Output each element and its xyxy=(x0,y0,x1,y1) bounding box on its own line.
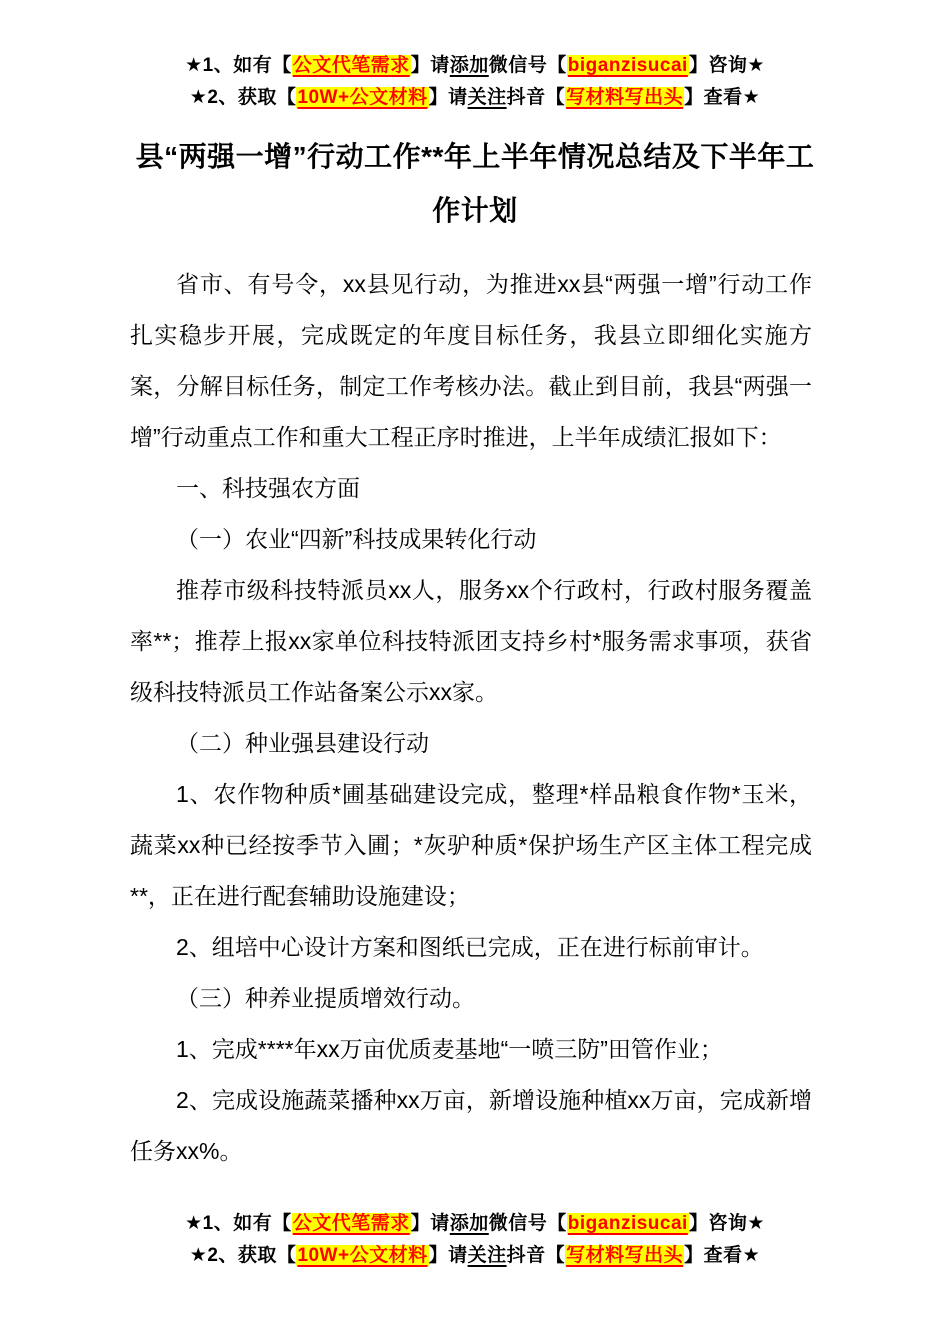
heading-subsection-1-3: （三）种养业提质增效行动。 xyxy=(176,985,475,1011)
promo-highlight-term: 10W+公文材料 xyxy=(297,1245,428,1266)
promo-text: 】请 xyxy=(428,1245,468,1266)
promo-text: 微信号【 xyxy=(488,55,567,76)
promo-underlined-action: 添加 xyxy=(449,1213,489,1234)
heading-subsection-1-2: （二）种业强县建设行动 xyxy=(176,730,429,756)
promo-douyin-id: 写材料写出头 xyxy=(566,87,684,108)
promo-highlight-term: 公文代笔需求 xyxy=(292,1213,410,1234)
promo-text: ★2、获取【 xyxy=(189,87,297,108)
promo-underlined-action: 关注 xyxy=(467,87,507,108)
document-title: 县“两强一增”行动工作**年上半年情况总结及下半年工作计划 xyxy=(135,141,815,226)
promo-text: 微信号【 xyxy=(488,1213,567,1234)
paragraph-quality-item-1: 1、完成****年xx万亩优质麦基地“一喷三防”田管作业； xyxy=(176,1036,723,1062)
heading-subsection-1-1: （一）农业“四新”科技成果转化行动 xyxy=(176,526,537,552)
paragraph-tech-commissioners: 推荐市级科技特派员xx人，服务xx个行政村，行政村服务覆盖率**；推荐上报xx家单位科技特派团支持乡村*服务需求事项，获省级科技特派员工作站备案公示xx家。 xyxy=(130,577,812,705)
promo-footer-line-2 xyxy=(0,1240,950,1272)
promo-header-line-1 xyxy=(0,50,950,82)
promo-underlined-action: 关注 xyxy=(467,1245,507,1266)
promo-header xyxy=(0,0,950,114)
promo-highlight-term: 10W+公文材料 xyxy=(297,87,428,108)
document-body xyxy=(0,259,950,1177)
promo-text: 抖音【 xyxy=(506,87,566,108)
heading-section-1: 一、科技强农方面 xyxy=(176,475,360,501)
promo-wechat-id: biganzisucai xyxy=(567,55,688,76)
promo-underlined-action: 添加 xyxy=(449,55,489,76)
promo-text: 】请 xyxy=(428,87,468,108)
promo-text: ★1、如有【 xyxy=(185,55,292,76)
promo-text: 】请 xyxy=(410,1213,450,1234)
paragraph-intro: 省市、有号令，xx县见行动，为推进xx县“两强一增”行动工作扎实稳步开展，完成既定的年度目标任务，我县立即细化实施方案，分解目标任务，制定工作考核办法。截止到目前，我县“两强一增”行动重点工作和重大工程正序时推进，上半年成绩汇报如下： xyxy=(130,271,812,450)
promo-text: ★2、获取【 xyxy=(189,1245,297,1266)
promo-text: 】请 xyxy=(410,55,450,76)
paragraph-quality-item-2: 2、完成设施蔬菜播种xx万亩，新增设施种植xx万亩，完成新增任务xx%。 xyxy=(130,1087,812,1164)
promo-text: 】咨询★ xyxy=(688,1213,765,1234)
promo-highlight-term: 公文代笔需求 xyxy=(292,55,410,76)
promo-text: 】查看★ xyxy=(684,1245,761,1266)
promo-text: ★1、如有【 xyxy=(185,1213,292,1234)
paragraph-germplasm-item-1: 1、农作物种质*圃基础建设完成，整理*样品粮食作物*玉米，蔬菜xx种已经按季节入圃；*灰驴种质*保护场生产区主体工程完成**，正在进行配套辅助设施建设； xyxy=(130,781,812,909)
paragraph-germplasm-item-2: 2、组培中心设计方案和图纸已完成，正在进行标前审计。 xyxy=(176,934,764,960)
promo-wechat-id: biganzisucai xyxy=(567,1213,688,1234)
promo-footer xyxy=(0,1208,950,1272)
promo-footer-line-1 xyxy=(0,1208,950,1240)
promo-text: 抖音【 xyxy=(506,1245,566,1266)
promo-text: 】查看★ xyxy=(684,87,761,108)
promo-douyin-id: 写材料写出头 xyxy=(566,1245,684,1266)
promo-header-line-2 xyxy=(0,82,950,114)
promo-text: 】咨询★ xyxy=(688,55,765,76)
